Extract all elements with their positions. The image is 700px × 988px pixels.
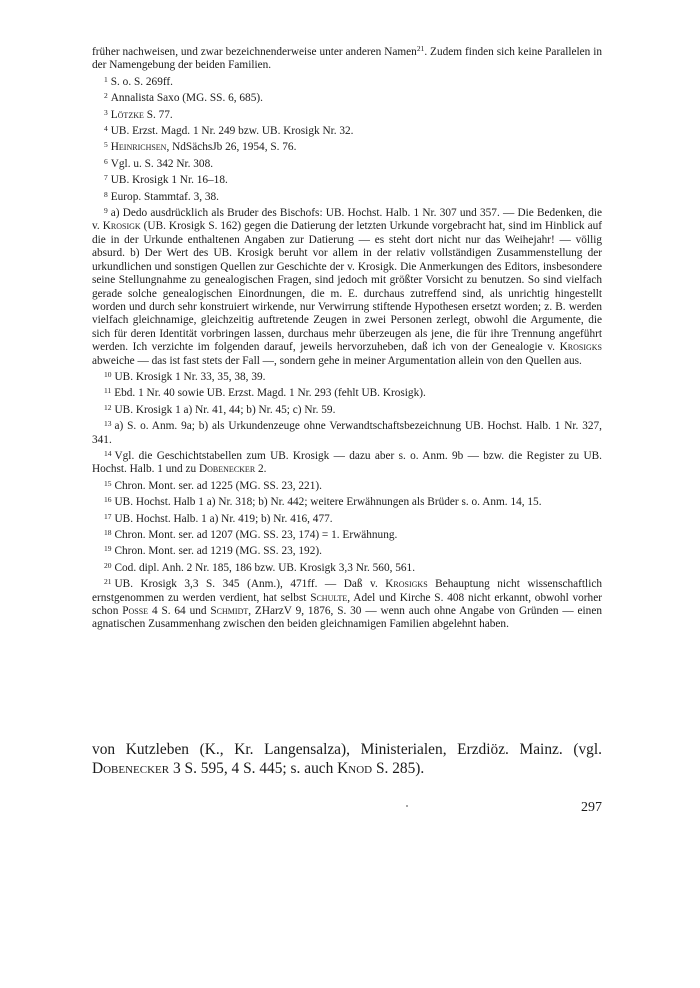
text-run: 2. (255, 463, 267, 476)
footnote (92, 542, 602, 558)
footnote-number: 15 (104, 478, 112, 488)
footnote (92, 493, 602, 509)
text-run: 4 S. 64 und (148, 605, 211, 618)
text-run: Vgl. u. S. 342 Nr. 308. (110, 157, 214, 170)
text-run: Behauptung nicht wissenschaftlich ernstgenommen zu werden verdient, hat selbst (92, 578, 602, 604)
author-name: Krosigk (102, 220, 141, 233)
author-name: Schmidt (210, 605, 249, 618)
author-name: Knod (337, 760, 373, 777)
footnote-number: 14 (104, 448, 112, 458)
footnote-number: 3 (104, 107, 108, 117)
footnote (92, 89, 602, 105)
text-run: UB. Krosigk 1 Nr. 33, 35, 38, 39. (114, 370, 266, 383)
footnote-number: 6 (104, 156, 108, 166)
author-name: Dobenecker (92, 760, 170, 777)
author-name: Dobenecker (199, 463, 256, 476)
text-run: UB. Erzst. Magd. 1 Nr. 249 bzw. UB. Krosigk Nr. 32. (110, 125, 354, 138)
continuation-text-after: . Zudem finden sich keine Parallelen in der Namengebung der beiden Familien. (92, 46, 603, 72)
footnote-number: 4 (104, 124, 108, 134)
text-run: S. o. S. 269ff. (110, 75, 173, 88)
text-run: Chron. Mont. ser. ad 1225 (MG. SS. 23, 221). (114, 479, 322, 492)
text-run: Cod. dipl. Anh. 2 Nr. 185, 186 bzw. UB. Krosigk 3,3 Nr. 560, 561. (114, 561, 416, 574)
author-name: Posse (122, 605, 149, 618)
text-run: a) Dedo ausdrücklich als Bruder des Bischofs: UB. Hochst. Halb. 1 Nr. 307 und 357. — Die Bedenken, die v. (92, 207, 602, 233)
text-run: , ZHarzV 9, 1876, S. 30 — wenn auch ohne Angabe von Gründen — einen agnatischen Zusammenhang zwischen den beiden gleichnamigen Familien abgelehnt haben. (92, 605, 602, 631)
footnote-number: 16 (104, 495, 112, 505)
text-run: , Adel und Kirche S. 408 nicht erkannt, obwohl vorher schon (92, 591, 602, 618)
footnote (92, 155, 602, 171)
footnote-number: 20 (104, 560, 112, 570)
footnote-number: 12 (104, 402, 112, 412)
footnote-number: 1 (104, 74, 108, 84)
footnote (92, 417, 602, 447)
footnote (92, 447, 602, 477)
author-name: Lötzke (110, 108, 144, 121)
footnote-reference: 21 (416, 44, 425, 53)
text-run: Chron. Mont. ser. ad 1207 (MG. SS. 23, 174) = 1. Erwähnung. (114, 529, 398, 541)
footnote-number: 2 (104, 91, 108, 101)
text-run: UB. Krosigk 1 Nr. 16–18. (110, 174, 228, 187)
footnote-number: 17 (104, 511, 112, 521)
text-run: Chron. Mont. ser. ad 1219 (MG. SS. 23, 192). (114, 545, 322, 558)
footnote (92, 138, 602, 154)
footnote (92, 510, 602, 526)
footnote-number: 18 (104, 528, 112, 537)
text-run: , NdSächsJb 26, 1954, S. 76. (166, 141, 297, 154)
footnote (92, 384, 602, 400)
continuation-paragraph (92, 46, 602, 73)
footnote-number: 5 (104, 140, 108, 150)
text-run: 3 S. 595, 4 S. 445; s. auch (169, 760, 338, 777)
page-number: 297 (581, 800, 602, 815)
footnote (92, 106, 602, 122)
text-run: Ebd. 1 Nr. 40 sowie UB. Erzst. Magd. 1 Nr. 293 (fehlt UB. Krosigk). (114, 387, 426, 400)
footnote (92, 188, 602, 204)
author-name: Krosigks (559, 341, 602, 354)
footnote-number: 11 (104, 386, 112, 396)
footnote (92, 526, 602, 542)
footnote-number: 7 (104, 173, 108, 183)
register-entry (92, 740, 602, 778)
text-run: Annalista Saxo (MG. SS. 6, 685). (110, 92, 263, 105)
footnote-list (92, 73, 602, 632)
text-run: abweiche — das ist fast stets der Fall —, sondern gehe in meiner Argumentation allein von den Quellen aus. (92, 354, 582, 367)
text-run: S. 285). (372, 760, 425, 777)
footnote (92, 73, 602, 89)
text-run: UB. Hochst. Halb 1 a) Nr. 318; b) Nr. 442; weitere Erwähnungen als Brüder s. o. Anm. 14, 15. (114, 496, 542, 509)
author-name: Schulte (310, 591, 348, 604)
author-name: Krosigks (385, 578, 428, 591)
footnote-number: 9 (104, 206, 108, 216)
text-run: UB. Hochst. Halb. 1 a) Nr. 419; b) Nr. 416, 477. (114, 512, 333, 525)
footnotes-block (92, 46, 602, 632)
footnote (92, 171, 602, 187)
footnote-number: 8 (104, 189, 108, 199)
text-run: a) S. o. Anm. 9a; b) als Urkundenzeuge ohne Verwandtschaftsbezeichnung UB. Hochst. Halb. 1 Nr. 327, 341. (92, 420, 602, 446)
footnote (92, 368, 602, 384)
text-run: (UB. Krosigk S. 162) gegen die Datierung der letzten Urkunde vorgebracht hat, sind im Hinblick auf die in der Urkunde enthaltenen Angaben zur Datierung — es steht dort nicht nur das Weihejahr! — völlig absurd. b) Der Wert des UB. Krosigk beruht vor allem in der relativ vollständigen Zusammenstellung der urkundlichen und sonstigen Quellen zur Geschichte der v. Krosigk. Die Anmerkungen des Editors, insbesondere seine Stellungnahme zu genealogischen Fragen, sind jedoch mit größter Vorsicht zu benutzen. So sind vielfach gerade solche genealogischen Einordnungen, die m. E. durchaus zutreffend sind, als unrichtig hingestellt worden und durch sehr konstruiert wirkende, nur Verwirrung stiftende Hypothesen ersetzt worden; z. B. werden vielfach gleichnamige, gleichzeitig auftretende Zeugen in zwei Personen zerlegt, obwohl die Argumente, die sich für deren Identität vorbringen lassen, durchaus mehr überzeugen als jene, die für ihre Trennung angeführt werden. Ich verzichte im folgenden darauf, jeweils hervorzuheben, daß ich von der Genealogie v. (92, 220, 602, 354)
register-entry-text (92, 740, 602, 778)
footnote (92, 477, 602, 493)
text-run: UB. Krosigk 1 a) Nr. 41, 44; b) Nr. 45; c) Nr. 59. (114, 403, 336, 416)
page-text (92, 46, 602, 632)
footnote (92, 401, 602, 417)
author-name: Heinrichsen (110, 141, 167, 154)
footnote-number: 10 (104, 369, 112, 379)
text-run: S. 77. (143, 108, 173, 121)
text-run: Vgl. die Geschichtstabellen zum UB. Krosigk — dazu aber s. o. Anm. 9b — bzw. die Register zu UB. Hochst. Halb. 1 und zu (92, 449, 602, 476)
text-run: UB. Krosigk 3,3 S. 345 (Anm.), 471ff. — Daß v. (114, 578, 386, 591)
footnote (92, 575, 602, 632)
footnote (92, 122, 602, 138)
print-speck (406, 805, 408, 807)
footnote-number: 21 (104, 577, 112, 587)
text-run: Europ. Stammtaf. 3, 38. (110, 190, 219, 203)
continuation-text-before: früher nachweisen, und zwar bezeichnenderweise unter anderen Namen (92, 46, 417, 58)
footnote-number: 13 (104, 419, 112, 429)
text-run: von Kutzleben (K., Kr. Langensalza), Ministerialen, Erzdiöz. Mainz. (vgl. (92, 741, 602, 758)
footnote (92, 559, 602, 575)
footnote (92, 204, 602, 368)
footnote-number: 19 (104, 544, 112, 554)
